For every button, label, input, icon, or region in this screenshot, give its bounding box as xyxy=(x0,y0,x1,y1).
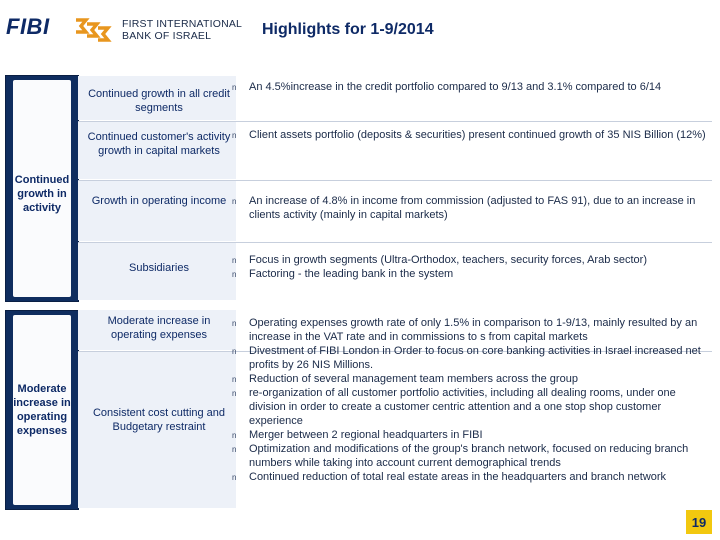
page-number: 19 xyxy=(686,510,712,534)
bullet-marker-icon: n xyxy=(232,83,237,92)
bank-logo-icon xyxy=(74,14,116,46)
row-divider xyxy=(78,242,712,243)
category-cost-cutting: Consistent cost cutting and Budgetary restraint xyxy=(92,407,226,433)
category-moderate-expenses: Moderate increase in operating expenses xyxy=(107,315,211,341)
bullet-item: n An increase of 4.8% in income from commission (adjusted to FAS 91), due to an increase in clients activity (mainly in capital markets) xyxy=(232,195,696,221)
bank-logo-text: FIBI xyxy=(6,14,50,39)
bullet-marker-icon: n xyxy=(232,389,237,398)
bullet-marker-icon: n xyxy=(232,445,237,454)
section-label-text: Moderate increase in operating expenses xyxy=(13,383,71,437)
bullet-item: n Operating expenses growth rate of only 1.5% in comparison to 1-9/13, mainly resulted by an increase in the VAT rate and in commissions to s from capital markets xyxy=(232,317,698,343)
bullet-item: n Divestment of FIBI London in Order to focus on core banking activities in Israel increased net profits by 26 NIS Millions. xyxy=(232,345,701,371)
bullet-list xyxy=(232,316,710,484)
section-label-text: Continued growth in activity xyxy=(14,173,70,214)
bullet-item: n re-organization of all customer portfolio activities, including all dealing rooms, under one division in order to create a customer centric attention and a one stop shop customer experience xyxy=(232,387,676,427)
bullet-list xyxy=(232,80,710,94)
section-label-growth xyxy=(5,75,79,302)
category-subsidiaries: Subsidiaries xyxy=(129,262,189,274)
bullet-item: n An 4.5%increase in the credit portfolio compared to 9/13 and 3.1% compared to 6/14 xyxy=(232,81,662,93)
bullet-marker-icon: n xyxy=(232,431,237,440)
bullet-marker-icon: n xyxy=(232,375,237,384)
bullet-item: n Optimization and modifications of the group's branch network, focused on reducing branch numbers while taking into account current demographical trends xyxy=(232,443,689,469)
bullet-item: n Focus in growth segments (Ultra-Orthodox, teachers, security forces, Arab sector) xyxy=(232,254,647,266)
row-divider xyxy=(78,180,712,181)
bullet-item: n Merger between 2 regional headquarters in FIBI xyxy=(232,429,483,441)
bullet-marker-icon: n xyxy=(232,256,237,265)
bullet-marker-icon: n xyxy=(232,473,237,482)
category-band xyxy=(78,181,236,241)
bullet-item: n Factoring - the leading bank in the system xyxy=(232,268,454,280)
category-operating-income: Growth in operating income xyxy=(91,195,227,207)
bullet-marker-icon: n xyxy=(232,197,237,206)
bullet-item: n Reduction of several management team members across the group xyxy=(232,373,578,385)
row-divider xyxy=(78,121,712,122)
page-title: Highlights for 1-9/2014 xyxy=(262,21,434,38)
bullet-list xyxy=(232,128,710,142)
bullet-marker-icon: n xyxy=(232,270,237,279)
bank-name: FIRST INTERNATIONAL BANK OF ISRAEL xyxy=(122,18,243,42)
bullet-marker-icon: n xyxy=(232,347,237,356)
category-capital-markets: Continued customer's activity growth in capital markets xyxy=(87,131,231,157)
category-credit-growth: Continued growth in all credit segments xyxy=(88,88,230,114)
section-label-expenses xyxy=(5,310,79,510)
bullet-item: n Continued reduction of total real estate areas in the headquarters and branch network xyxy=(232,471,667,483)
bullet-marker-icon: n xyxy=(232,131,237,140)
bullet-marker-icon: n xyxy=(232,319,237,328)
bullet-list xyxy=(232,194,710,222)
bullet-item: n Client assets portfolio (deposits & securities) present continued growth of 35 NIS Billion (12%) xyxy=(232,129,706,141)
bullet-list xyxy=(232,253,710,281)
